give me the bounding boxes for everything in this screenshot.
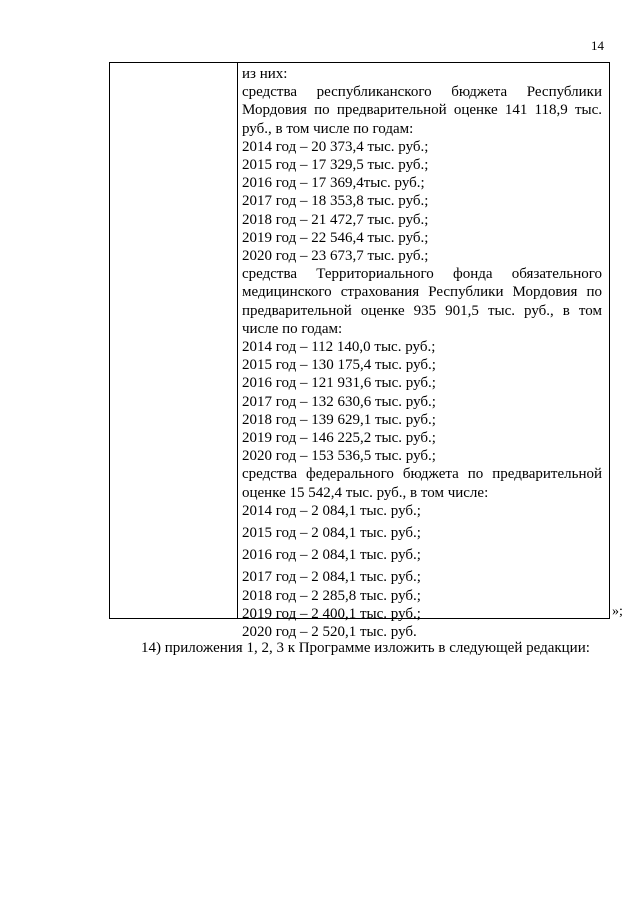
- funding-line: средства федерального бюджета по предварительной: [242, 466, 602, 483]
- funding-line: числе по годам:: [242, 320, 343, 337]
- funding-line: 2019 год – 146 225,2 тыс. руб.;: [242, 430, 436, 447]
- funding-line: 2020 год – 153 536,5 тыс. руб.;: [242, 448, 436, 465]
- funding-line: 2020 год – 2 520,1 тыс. руб.: [242, 624, 417, 641]
- funding-line: средства республиканского бюджета Республики: [242, 84, 602, 101]
- funding-line: 2018 год – 2 285,8 тыс. руб.;: [242, 587, 421, 604]
- funding-line: 2014 год – 2 084,1 тыс. руб.;: [242, 502, 421, 519]
- closing-quote: »;: [612, 604, 623, 619]
- funding-line: 2018 год – 21 472,7 тыс. руб.;: [242, 211, 429, 228]
- funding-line: 2017 год – 18 353,8 тыс. руб.;: [242, 193, 429, 210]
- funding-line: Мордовия по предварительной оценке 141 118,9 тыс.: [242, 102, 602, 119]
- funding-line: из них:: [242, 66, 288, 82]
- funding-line: 2019 год – 2 400,1 тыс. руб.;: [242, 605, 421, 622]
- funding-line: 2015 год – 2 084,1 тыс. руб.;: [242, 525, 421, 542]
- funding-line: 2017 год – 2 084,1 тыс. руб.;: [242, 569, 421, 586]
- funding-table: [109, 62, 610, 641]
- funding-line: 2017 год – 132 630,6 тыс. руб.;: [242, 393, 436, 410]
- funding-line: оценке 15 542,4 тыс. руб., в том числе:: [242, 484, 489, 501]
- funding-cell: [242, 65, 602, 641]
- funding-line: 2016 год – 2 084,1 тыс. руб.;: [242, 547, 421, 564]
- column-divider: [237, 63, 238, 618]
- funding-line: медицинского страхования Республики Мордовия по: [242, 284, 602, 301]
- funding-line: 2015 год – 130 175,4 тыс. руб.;: [242, 357, 436, 374]
- funding-line: 2016 год – 17 369,4тыс. руб.;: [242, 175, 425, 192]
- funding-line: руб., в том числе по годам:: [242, 120, 414, 137]
- funding-line: 2016 год – 121 931,6 тыс. руб.;: [242, 375, 436, 392]
- funding-line: 2020 год – 23 673,7 тыс. руб.;: [242, 248, 429, 265]
- funding-line: предварительной оценке 935 901,5 тыс. руб., в том: [242, 302, 602, 319]
- funding-line: 2014 год – 112 140,0 тыс. руб.;: [242, 339, 436, 356]
- funding-line: 2015 год – 17 329,5 тыс. руб.;: [242, 157, 429, 174]
- funding-line: 2014 год – 20 373,4 тыс. руб.;: [242, 138, 429, 155]
- funding-line: 2019 год – 22 546,4 тыс. руб.;: [242, 229, 429, 246]
- funding-line: средства Территориального фонда обязательного: [242, 266, 602, 283]
- amendment-paragraph: 14) приложения 1, 2, 3 к Программе изложить в следующей редакции:: [141, 640, 590, 656]
- page-number: 14: [591, 38, 604, 53]
- funding-line: 2018 год – 139 629,1 тыс. руб.;: [242, 411, 436, 428]
